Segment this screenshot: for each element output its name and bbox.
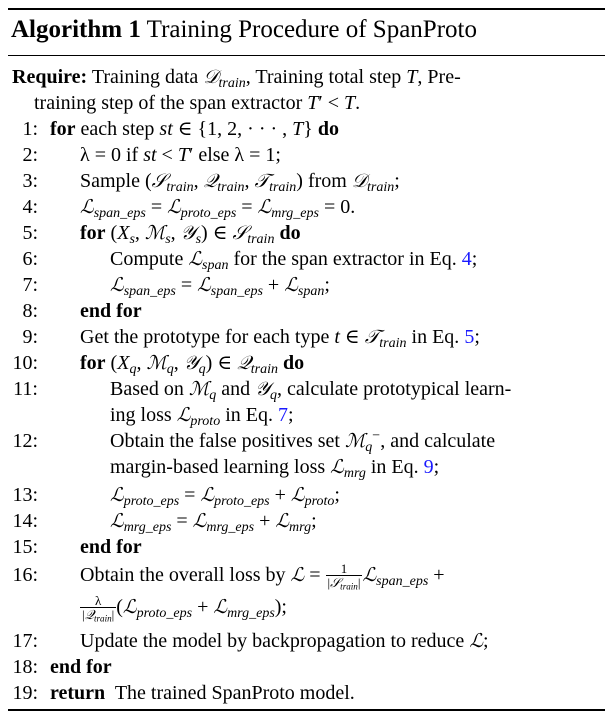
- step-number: 6:: [22, 248, 38, 270]
- require-keyword: Require:: [12, 66, 88, 88]
- require-line-1: [12, 64, 461, 90]
- step-10: for ($X_q$, ℳ$_q$, 𝒴$_q$) ∈ 𝒬$_{train}$ do: [80, 352, 305, 378]
- step-number: 12:: [12, 430, 38, 452]
- step-number: 10:: [12, 352, 38, 374]
- step-number: 13:: [12, 484, 38, 506]
- step-11-line-1: Based on ℳ$_q$ and 𝒴$_q$, calculate prototypical learn-: [110, 378, 512, 404]
- step-number: 16:: [12, 564, 38, 586]
- top-rule: [8, 8, 605, 10]
- step-11-line-2: ing loss ℒ$_{proto}$ in Eq. 7;: [110, 404, 294, 430]
- step-number: 7:: [22, 274, 38, 296]
- step-number: 3:: [22, 170, 38, 192]
- step-14: ℒ$_{mrg\_eps}$ = ℒ$_{mrg\_eps}$ + ℒ$_{mrg}$;: [110, 510, 317, 536]
- step-12-line-1: Obtain the false positives set ℳ$_q$−, and calculate: [110, 428, 496, 456]
- step-number: 17:: [12, 630, 38, 652]
- step-number: 18:: [12, 656, 38, 678]
- step-7: ℒ$_{span\_eps}$ = ℒ$_{span\_eps}$ + ℒ$_{span}$;: [110, 274, 330, 300]
- step-number: 2:: [22, 144, 38, 166]
- step-12-line-2: margin-based learning loss ℒ$_{mrg}$ in Eq. 9;: [110, 456, 440, 482]
- step-number: 19:: [12, 682, 38, 704]
- step-number: 5:: [22, 222, 38, 244]
- step-number: 14:: [12, 510, 38, 532]
- step-9: Get the prototype for each type t ∈ 𝒯$_{train}$ in Eq. 5;: [80, 326, 480, 352]
- step-17: Update the model by backpropagation to reduce ℒ;: [80, 630, 489, 652]
- step-18: end for: [50, 656, 112, 678]
- step-number: 1:: [22, 118, 38, 140]
- step-15: end for: [80, 536, 142, 558]
- step-13: ℒ$_{proto\_eps}$ = ℒ$_{proto\_eps}$ + ℒ$_{proto}$;: [110, 484, 340, 510]
- require-line-2: training step of the span extractor T′ < T.: [34, 92, 361, 114]
- step-number: 9:: [22, 326, 38, 348]
- require-text-1: Training data 𝒟$_{train}$, Training total step T, Pre-: [91, 66, 461, 92]
- step-2: λ = 0 if st < T′ else λ = 1;: [80, 144, 281, 166]
- eq-link[interactable]: 4: [461, 248, 472, 270]
- step-number: 11:: [13, 378, 38, 400]
- fraction: $\frac{1}{|𝒮_{train}|}$: [327, 561, 361, 593]
- fraction: $\frac{\lambda}{|𝒬_{train}|}$: [82, 593, 115, 625]
- title-rule: [8, 55, 605, 56]
- bottom-rule: [8, 709, 605, 711]
- eq-link[interactable]: 7: [277, 404, 288, 426]
- algorithm-label: Algorithm 1: [11, 16, 141, 43]
- eq-link[interactable]: 5: [464, 326, 475, 348]
- step-4: ℒ$_{span\_eps}$ = ℒ$_{proto\_eps}$ = ℒ$_{mrg\_eps}$ = 0.: [80, 196, 356, 222]
- step-1: for each step st ∈ {1, 2, · · · , T} do: [50, 118, 339, 140]
- eq-link[interactable]: 9: [423, 456, 434, 478]
- step-19: return The trained SpanProto model.: [50, 682, 355, 704]
- step-8: end for: [80, 300, 142, 322]
- algorithm-name: Training Procedure of SpanProto: [146, 16, 477, 43]
- step-number: 15:: [12, 536, 38, 558]
- step-3: Sample (𝒮$_{train}$, 𝒬$_{train}$, 𝒯$_{train}$) from 𝒟$_{train}$;: [80, 170, 400, 196]
- step-16-line-1: Obtain the overall loss by ℒ = $\frac{1}{|𝒮_{train}|}$ ℒ$_{span\_eps}$ +: [80, 561, 445, 593]
- step-6: Compute ℒ$_{span}$ for the span extractor in Eq. 4;: [110, 248, 478, 274]
- algorithm-title: [11, 14, 477, 46]
- step-number: 8:: [22, 300, 38, 322]
- step-16-line-2: $\frac{\lambda}{|𝒬_{train}|}$ (ℒ$_{proto\_eps}$ + ℒ$_{mrg\_eps}$);: [82, 593, 287, 625]
- step-number: 4:: [22, 196, 38, 218]
- step-5: for ($X_s$, ℳ$_s$, 𝒴$_s$) ∈ 𝒮$_{train}$ do: [80, 222, 301, 248]
